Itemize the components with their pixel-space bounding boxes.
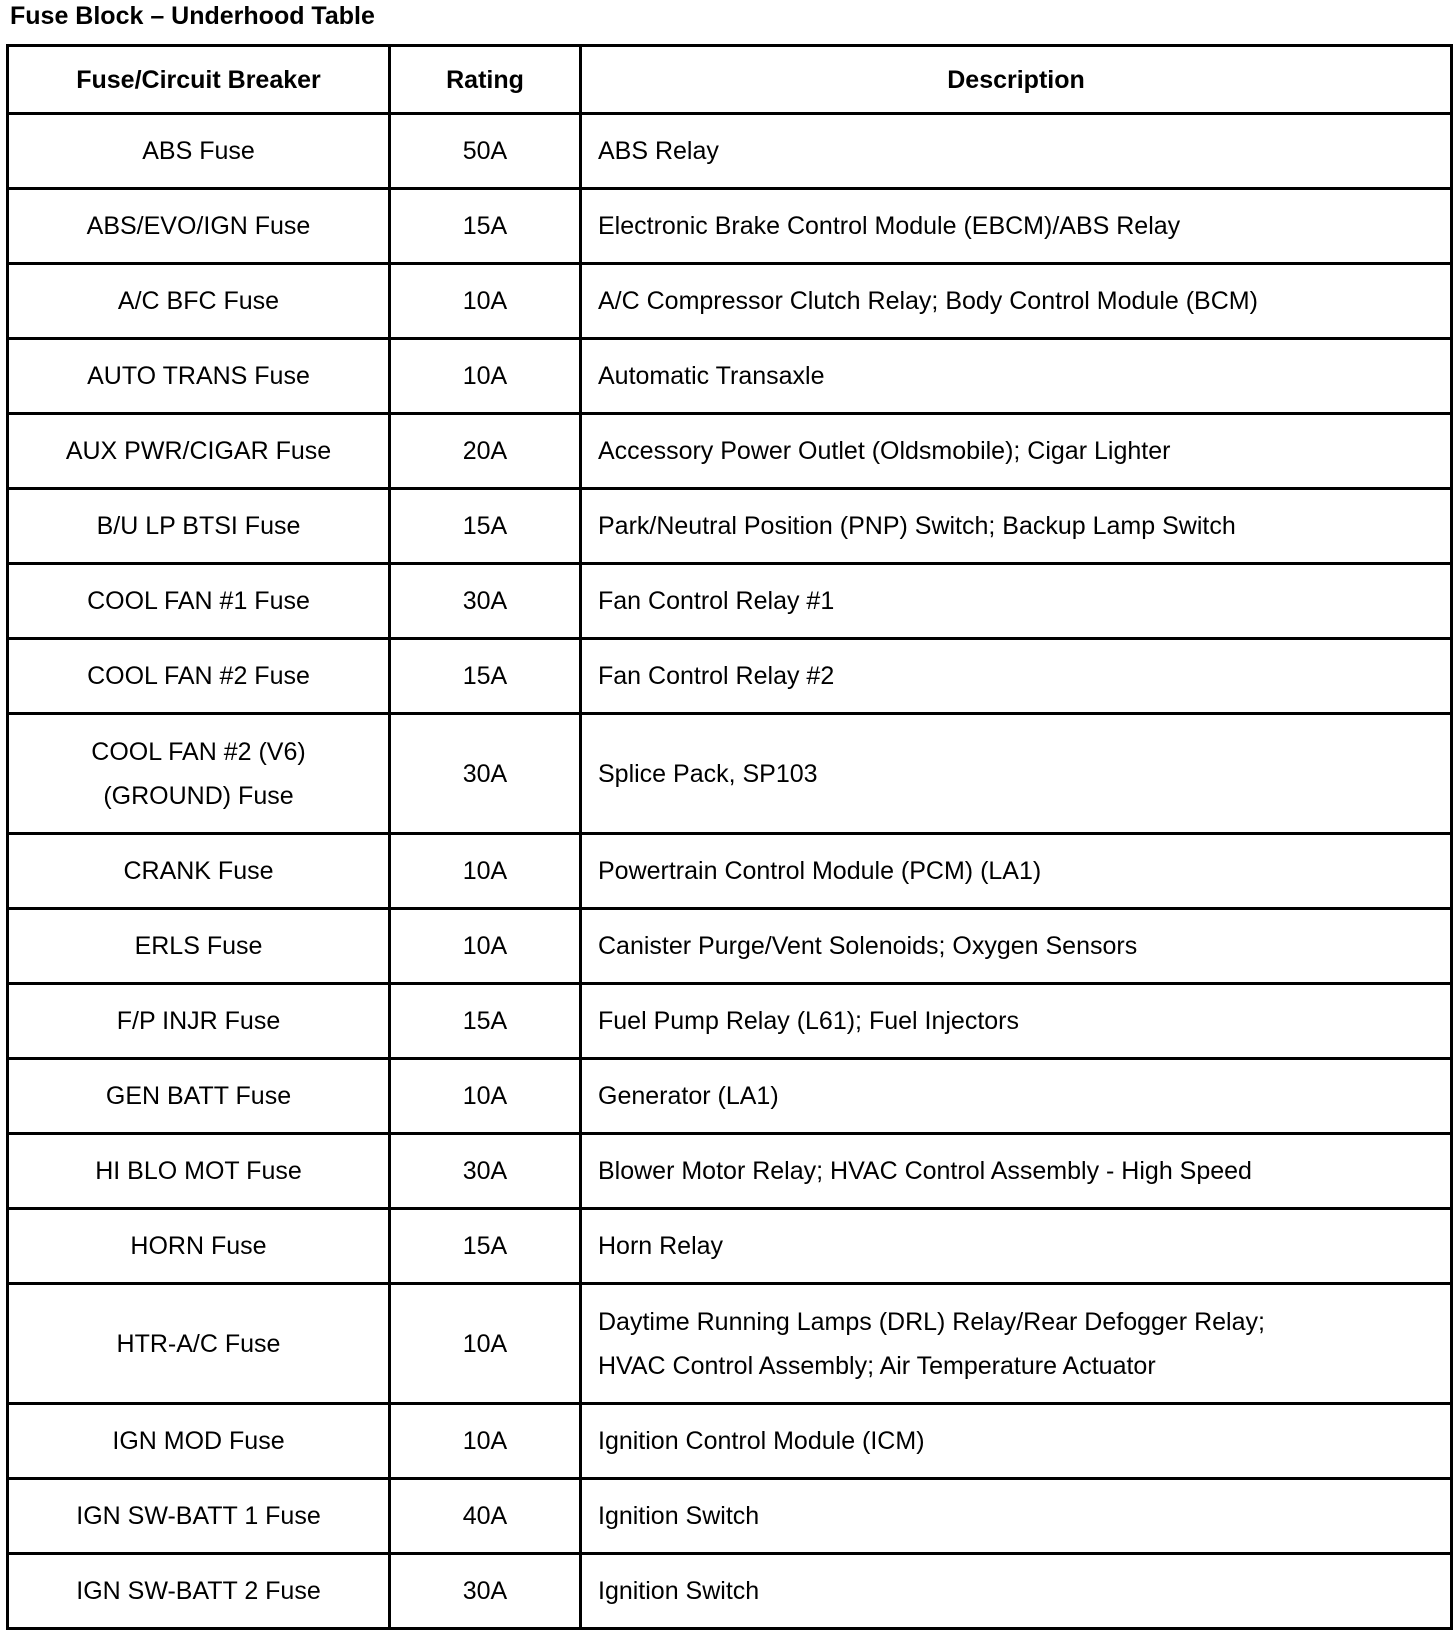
description-cell (581, 1404, 1452, 1479)
fuse-name: IGN MOD Fuse (112, 1427, 285, 1455)
fuse-cell (8, 639, 390, 714)
description-cell (581, 189, 1452, 264)
page-title: Fuse Block – Underhood Table (10, 2, 375, 30)
fuse-description: Splice Pack, SP103 (598, 759, 818, 788)
fuse-rating: 30A (462, 759, 508, 788)
table-row (8, 1404, 1452, 1479)
description-cell (581, 339, 1452, 414)
header-fuse: Fuse/Circuit Breaker (8, 46, 390, 114)
rating-cell (390, 1059, 581, 1134)
description-cell (581, 114, 1452, 189)
fuse-rating: 50A (462, 137, 508, 165)
table-row (8, 414, 1452, 489)
description-cell (581, 1554, 1452, 1629)
table-row (8, 1554, 1452, 1629)
fuse-cell (8, 1209, 390, 1284)
fuse-name: HORN Fuse (130, 1232, 267, 1260)
rating-cell (390, 1479, 581, 1554)
rating-cell (390, 339, 581, 414)
fuse-rating: 15A (462, 1232, 508, 1260)
rating-cell (390, 114, 581, 189)
fuse-description: ABS Relay (598, 137, 719, 165)
fuse-rating: 15A (462, 662, 508, 690)
description-cell (581, 489, 1452, 564)
table-row (8, 264, 1452, 339)
fuse-cell (8, 834, 390, 909)
fuse-rating: 15A (462, 512, 508, 540)
fuse-rating: 10A (462, 287, 508, 315)
fuse-rating: 10A (462, 857, 508, 885)
rating-cell (390, 1554, 581, 1629)
rating-cell (390, 564, 581, 639)
description-cell (581, 564, 1452, 639)
fuse-name: A/C BFC Fuse (117, 287, 280, 315)
header-description: Description (581, 46, 1452, 114)
table-row (8, 1479, 1452, 1554)
fuse-name: AUTO TRANS Fuse (87, 362, 310, 390)
rating-cell (390, 984, 581, 1059)
fuse-cell (8, 1134, 390, 1209)
table-row (8, 1059, 1452, 1134)
fuse-cell (8, 114, 390, 189)
fuse-name: COOL FAN #2 Fuse (87, 662, 310, 690)
rating-cell (390, 264, 581, 339)
fuse-rating: 20A (462, 437, 508, 465)
fuse-description: Ignition Switch (598, 1577, 760, 1605)
fuse-cell (8, 984, 390, 1059)
fuse-description: Electronic Brake Control Module (EBCM)/ABS Relay (598, 212, 1181, 240)
fuse-name: HI BLO MOT Fuse (95, 1157, 302, 1185)
fuse-rating: 15A (462, 212, 508, 240)
fuse-rating: 10A (462, 1329, 508, 1358)
fuse-description: Canister Purge/Vent Solenoids; Oxygen Sensors (598, 932, 1138, 960)
description-cell (581, 264, 1452, 339)
fuse-cell (8, 564, 390, 639)
rating-cell (390, 834, 581, 909)
fuse-cell (8, 189, 390, 264)
fuse-rating: 40A (462, 1502, 508, 1530)
header-row (8, 46, 1452, 114)
fuse-cell (8, 1554, 390, 1629)
fuse-cell (8, 714, 390, 834)
fuse-table (6, 44, 1453, 1630)
rating-cell (390, 489, 581, 564)
fuse-rating: 30A (462, 1577, 508, 1605)
fuse-rating: 30A (462, 1157, 508, 1185)
description-cell (581, 1479, 1452, 1554)
table-row (8, 1134, 1452, 1209)
description-cell (581, 639, 1452, 714)
description-cell (581, 909, 1452, 984)
fuse-name: CRANK Fuse (123, 857, 274, 885)
fuse-description: Automatic Transaxle (598, 362, 825, 390)
fuse-name: F/P INJR Fuse (116, 1007, 281, 1035)
fuse-name: ABS/EVO/IGN Fuse (86, 212, 311, 240)
fuse-description: Accessory Power Outlet (Oldsmobile); Cigar Lighter (598, 437, 1171, 465)
description-cell (581, 1134, 1452, 1209)
fuse-description: Park/Neutral Position (PNP) Switch; Backup Lamp Switch (598, 512, 1236, 540)
fuse-description: Daytime Running Lamps (DRL) Relay/Rear Defogger Relay; HVAC Control Assembly; Air Temperature Actuator (598, 1307, 1265, 1380)
fuse-cell (8, 489, 390, 564)
fuse-description: Powertrain Control Module (PCM) (LA1) (598, 857, 1042, 885)
description-cell (581, 834, 1452, 909)
rating-cell (390, 639, 581, 714)
fuse-cell (8, 1284, 390, 1404)
table-row (8, 489, 1452, 564)
description-cell (581, 1284, 1452, 1404)
description-cell (581, 414, 1452, 489)
table-row (8, 909, 1452, 984)
table-row (8, 834, 1452, 909)
table-row (8, 1284, 1452, 1404)
fuse-cell (8, 1479, 390, 1554)
rating-cell (390, 414, 581, 489)
table-row (8, 639, 1452, 714)
fuse-description: A/C Compressor Clutch Relay; Body Control Module (BCM) (598, 287, 1258, 315)
rating-cell (390, 189, 581, 264)
rating-cell (390, 1404, 581, 1479)
fuse-name: B/U LP BTSI Fuse (96, 512, 301, 540)
fuse-rating: 10A (462, 932, 508, 960)
fuse-description: Fan Control Relay #1 (598, 587, 835, 615)
rating-cell (390, 909, 581, 984)
table-row (8, 714, 1452, 834)
fuse-rating: 10A (462, 1427, 508, 1455)
table-row (8, 189, 1452, 264)
fuse-name: COOL FAN #2 (V6) (GROUND) Fuse (91, 737, 306, 810)
fuse-name: IGN SW-BATT 2 Fuse (76, 1577, 321, 1605)
fuse-name: ERLS Fuse (134, 932, 263, 960)
rating-cell (390, 714, 581, 834)
description-cell (581, 714, 1452, 834)
fuse-description: Fuel Pump Relay (L61); Fuel Injectors (598, 1007, 1020, 1035)
table-row (8, 339, 1452, 414)
fuse-name: GEN BATT Fuse (105, 1082, 292, 1110)
fuse-cell (8, 1059, 390, 1134)
fuse-name: COOL FAN #1 Fuse (87, 587, 310, 615)
fuse-rating: 15A (462, 1007, 508, 1035)
fuse-description: Blower Motor Relay; HVAC Control Assembly - High Speed (598, 1157, 1252, 1185)
table-row (8, 1209, 1452, 1284)
fuse-cell (8, 264, 390, 339)
fuse-description: Generator (LA1) (598, 1082, 779, 1110)
description-cell (581, 984, 1452, 1059)
table-row (8, 114, 1452, 189)
rating-cell (390, 1134, 581, 1209)
fuse-name: IGN SW-BATT 1 Fuse (76, 1502, 321, 1530)
fuse-cell (8, 414, 390, 489)
table-row (8, 564, 1452, 639)
fuse-rating: 10A (462, 1082, 508, 1110)
fuse-description: Ignition Switch (598, 1502, 760, 1530)
rating-cell (390, 1284, 581, 1404)
fuse-name: AUX PWR/CIGAR Fuse (65, 437, 332, 465)
fuse-name: ABS Fuse (142, 137, 255, 165)
fuse-name: HTR-A/C Fuse (116, 1329, 281, 1358)
fuse-description: Horn Relay (598, 1232, 724, 1260)
description-cell (581, 1209, 1452, 1284)
rating-cell (390, 1209, 581, 1284)
fuse-cell (8, 1404, 390, 1479)
fuse-cell (8, 909, 390, 984)
description-cell (581, 1059, 1452, 1134)
table-row (8, 984, 1452, 1059)
fuse-rating: 10A (462, 362, 508, 390)
header-rating: Rating (390, 46, 581, 114)
fuse-description: Fan Control Relay #2 (598, 662, 835, 690)
fuse-cell (8, 339, 390, 414)
fuse-description: Ignition Control Module (ICM) (598, 1427, 925, 1455)
fuse-rating: 30A (462, 587, 508, 615)
